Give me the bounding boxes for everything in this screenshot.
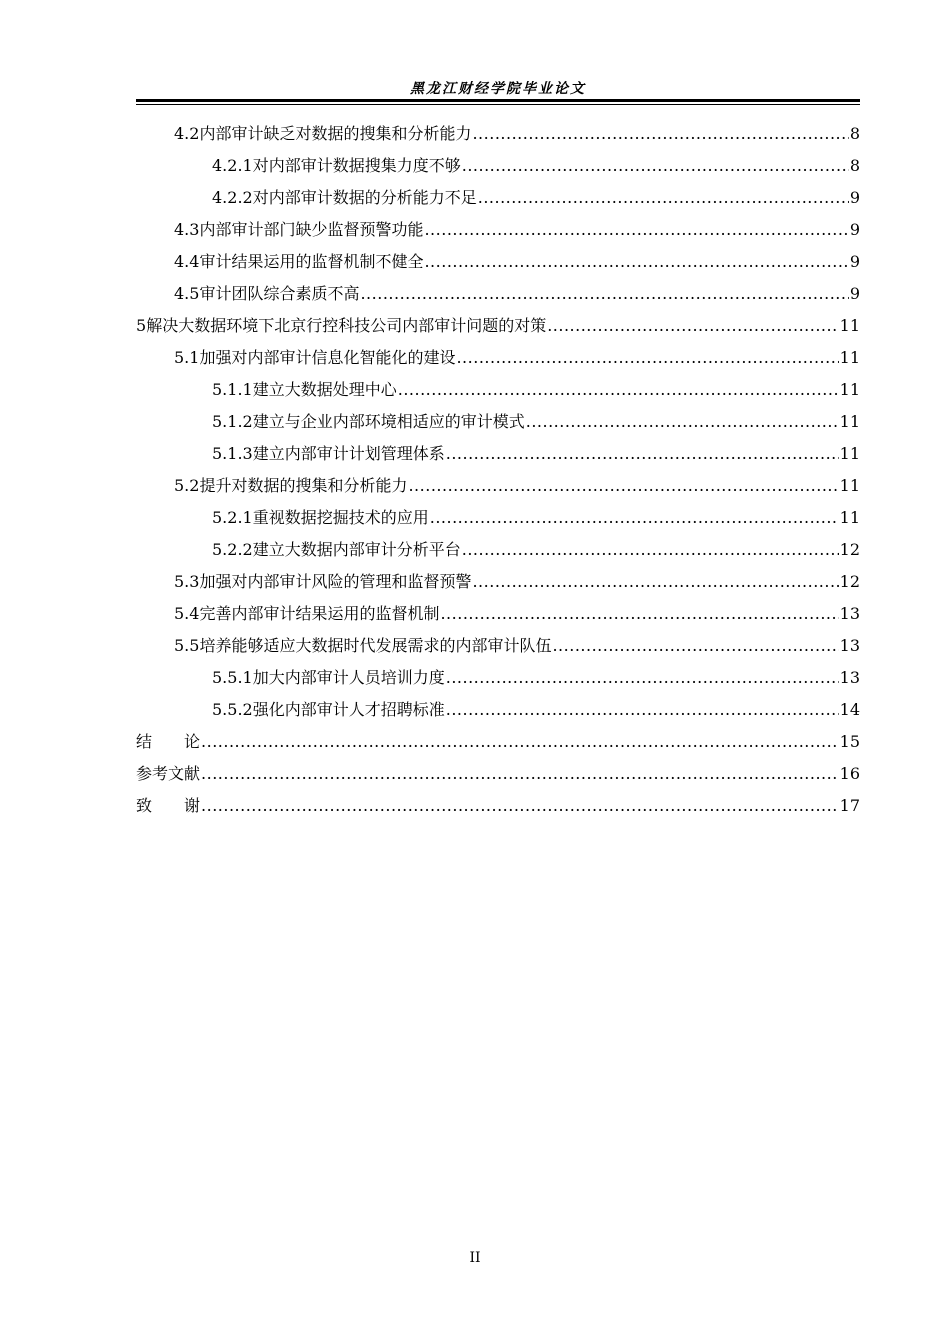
toc-entry[interactable] (136, 790, 860, 822)
header-rule-thick (136, 99, 860, 102)
toc-entry[interactable] (136, 278, 860, 310)
page-header-title: 黑龙江财经学院毕业论文 (410, 81, 586, 97)
toc-entry-title: 致 谢 (136, 796, 201, 815)
toc-entry-title: 对内部审计数据搜集力度不够 (252, 156, 461, 175)
table-of-contents (136, 118, 860, 822)
toc-entry[interactable] (136, 662, 860, 694)
toc-entry-page: 11 (839, 444, 860, 463)
toc-entry-title: 审计团队综合素质不高 (199, 284, 360, 303)
toc-dot-leader (201, 758, 839, 790)
toc-entry-page: 12 (839, 540, 860, 559)
toc-entry-title: 完善内部审计结果运用的监督机制 (199, 604, 440, 623)
toc-entry-title: 提升对数据的搜集和分析能力 (199, 476, 408, 495)
toc-entry-page: 14 (839, 700, 860, 719)
toc-entry-page: 11 (839, 348, 860, 367)
toc-dot-leader (430, 502, 839, 534)
toc-entry[interactable] (136, 470, 860, 502)
toc-entry[interactable] (136, 438, 860, 470)
toc-entry-title: 结 论 (136, 732, 201, 751)
toc-dot-leader (446, 662, 839, 694)
toc-entry-title: 内部审计部门缺少监督预警功能 (199, 220, 424, 239)
toc-dot-leader (462, 534, 839, 566)
toc-dot-leader (424, 246, 848, 278)
toc-dot-leader (440, 598, 838, 630)
toc-entry-page: 16 (839, 764, 860, 783)
toc-entry-number: 5.3 (174, 572, 200, 591)
toc-entry-title: 建立大数据内部审计分析平台 (252, 540, 461, 559)
toc-entry-page: 11 (839, 476, 860, 495)
toc-entry-title: 解决大数据环境下北京行控科技公司内部审计问题的对策 (146, 316, 547, 335)
page-number: II (469, 1250, 481, 1266)
toc-dot-leader (547, 310, 838, 342)
toc-entry-number: 5.1 (174, 348, 200, 367)
toc-entry-number: 5.5.1 (212, 668, 253, 687)
toc-entry-title: 强化内部审计人才招聘标准 (252, 700, 445, 719)
toc-entry-page: 9 (849, 220, 860, 239)
toc-entry-number: 4.2.2 (212, 188, 253, 207)
toc-entry[interactable] (136, 214, 860, 246)
toc-entry-number: 5.5.2 (212, 700, 253, 719)
toc-entry-title: 加大内部审计人员培训力度 (252, 668, 445, 687)
toc-entry[interactable] (136, 118, 860, 150)
toc-entry-page: 11 (839, 412, 860, 431)
toc-entry[interactable] (136, 758, 860, 790)
toc-dot-leader (360, 278, 848, 310)
toc-dot-leader (472, 118, 848, 150)
toc-entry-number: 4.2.1 (212, 156, 253, 175)
toc-entry[interactable] (136, 246, 860, 278)
toc-entry-title: 参考文献 (136, 764, 201, 783)
toc-entry-title: 对内部审计数据的分析能力不足 (252, 188, 477, 207)
toc-entry[interactable] (136, 630, 860, 662)
toc-entry-page: 13 (839, 604, 860, 623)
toc-entry-number: 5.1.2 (212, 412, 253, 431)
toc-entry[interactable] (136, 182, 860, 214)
toc-dot-leader (526, 406, 839, 438)
toc-entry[interactable] (136, 406, 860, 438)
toc-entry-title: 培养能够适应大数据时代发展需求的内部审计队伍 (199, 636, 552, 655)
toc-dot-leader (424, 214, 848, 246)
toc-dot-leader (478, 182, 849, 214)
toc-dot-leader (446, 694, 839, 726)
toc-dot-leader (552, 630, 838, 662)
toc-entry-title: 内部审计缺乏对数据的搜集和分析能力 (199, 124, 472, 143)
toc-entry-number: 5.2.2 (212, 540, 253, 559)
toc-entry[interactable] (136, 726, 860, 758)
toc-dot-leader (408, 470, 838, 502)
toc-entry-title: 建立大数据处理中心 (252, 380, 397, 399)
toc-entry-number: 4.4 (174, 252, 200, 271)
toc-entry-number: 5.1.3 (212, 444, 253, 463)
toc-entry-number: 5.2.1 (212, 508, 253, 527)
toc-entry[interactable] (136, 150, 860, 182)
toc-entry[interactable] (136, 374, 860, 406)
toc-entry-number: 5.1.1 (212, 380, 253, 399)
toc-entry-title: 加强对内部审计信息化智能化的建设 (199, 348, 456, 367)
toc-entry[interactable] (136, 310, 860, 342)
toc-dot-leader (456, 342, 838, 374)
toc-entry[interactable] (136, 566, 860, 598)
header-rule-thin (136, 104, 860, 105)
toc-entry-page: 11 (839, 316, 860, 335)
toc-entry-page: 12 (839, 572, 860, 591)
toc-entry-number: 5.5 (174, 636, 200, 655)
toc-entry[interactable] (136, 598, 860, 630)
toc-dot-leader (472, 566, 838, 598)
toc-entry[interactable] (136, 694, 860, 726)
toc-dot-leader (201, 790, 839, 822)
toc-entry-title: 重视数据挖掘技术的应用 (252, 508, 429, 527)
toc-dot-leader (398, 374, 839, 406)
toc-entry-title: 审计结果运用的监督机制不健全 (199, 252, 424, 271)
toc-entry-page: 11 (839, 380, 860, 399)
toc-entry-page: 17 (839, 796, 860, 815)
toc-entry-number: 4.2 (174, 124, 200, 143)
toc-entry[interactable] (136, 502, 860, 534)
toc-entry-page: 15 (839, 732, 860, 751)
toc-entry-page: 8 (849, 156, 860, 175)
toc-entry-number: 5.2 (174, 476, 200, 495)
toc-entry-title: 加强对内部审计风险的管理和监督预警 (199, 572, 472, 591)
toc-entry[interactable] (136, 342, 860, 374)
toc-entry-page: 11 (839, 508, 860, 527)
toc-dot-leader (201, 726, 839, 758)
toc-entry[interactable] (136, 534, 860, 566)
toc-entry-title: 建立与企业内部环境相适应的审计模式 (252, 412, 525, 431)
toc-dot-leader (446, 438, 839, 470)
toc-entry-page: 13 (839, 636, 860, 655)
toc-entry-page: 9 (849, 252, 860, 271)
toc-entry-page: 8 (849, 124, 860, 143)
toc-entry-number: 4.3 (174, 220, 200, 239)
toc-entry-page: 9 (849, 188, 860, 207)
toc-dot-leader (462, 150, 849, 182)
toc-entry-number: 5 (136, 316, 147, 335)
toc-entry-title: 建立内部审计计划管理体系 (252, 444, 445, 463)
toc-entry-page: 9 (849, 284, 860, 303)
toc-entry-number: 5.4 (174, 604, 200, 623)
toc-entry-number: 4.5 (174, 284, 200, 303)
toc-entry-page: 13 (839, 668, 860, 687)
